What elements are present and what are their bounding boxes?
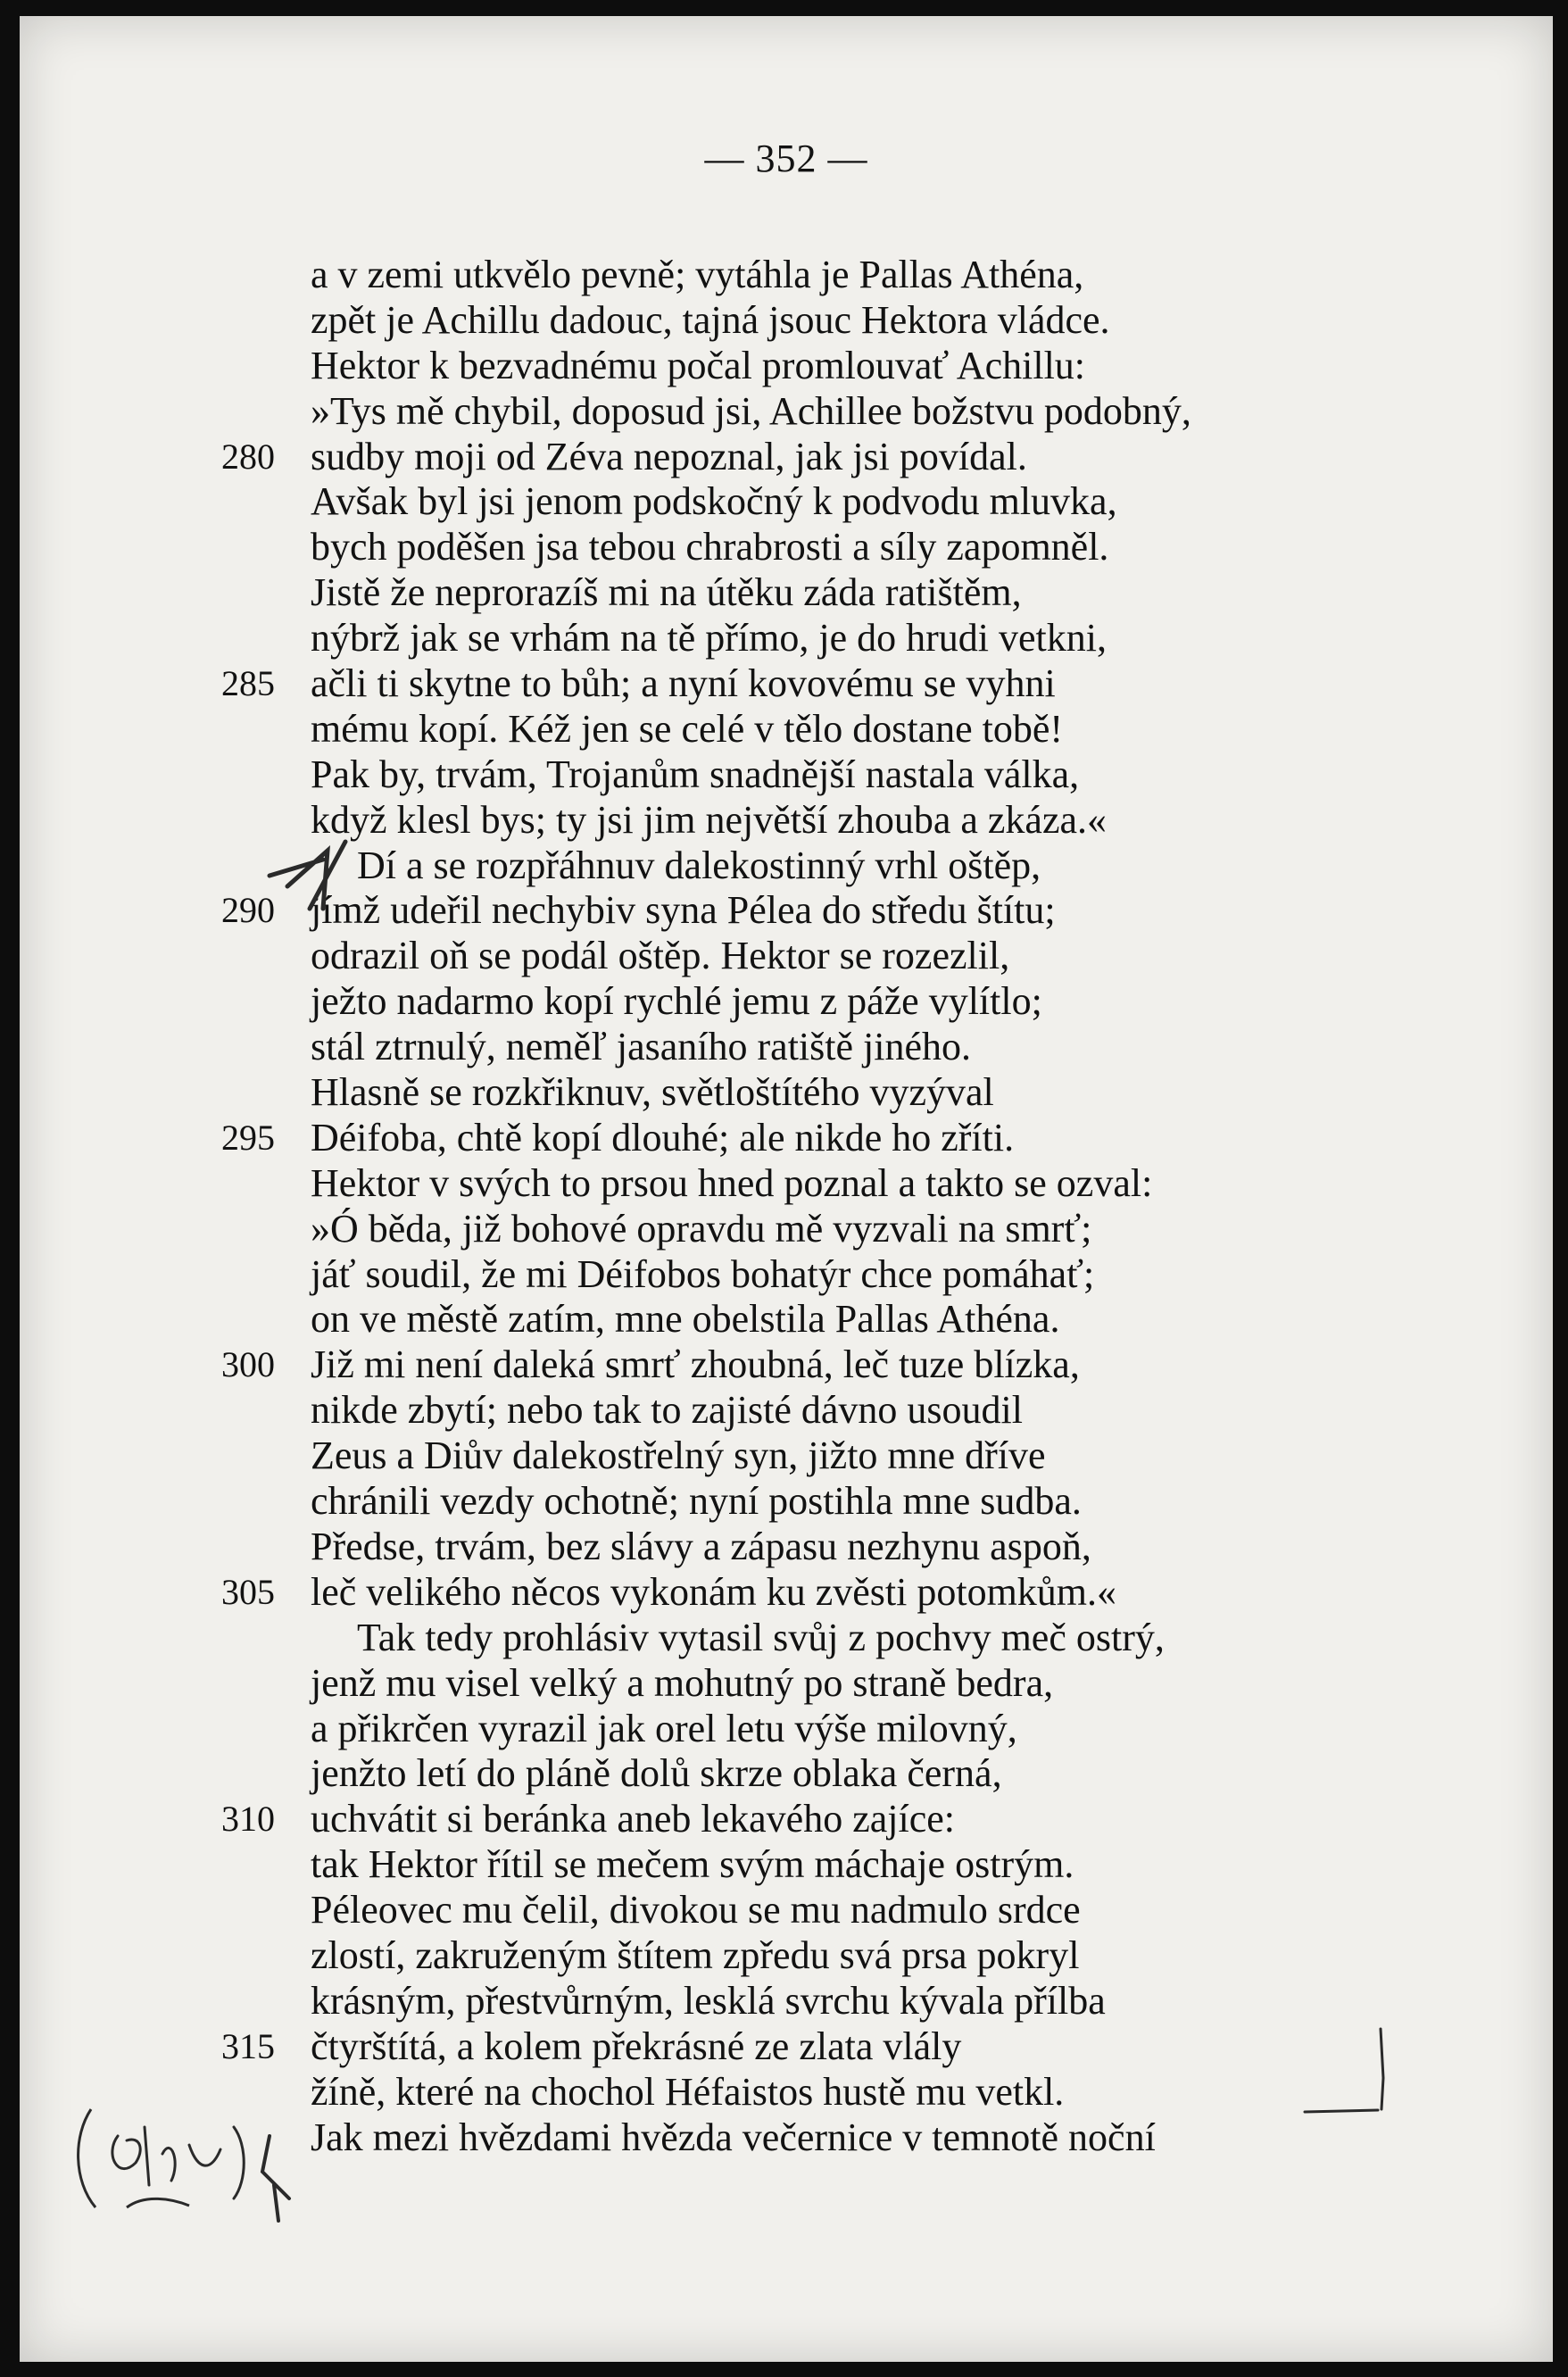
verse-line-text: bych poděšen jsa tebou chrabrosti a síly zapomněl. — [311, 525, 1109, 569]
verse-line — [20, 1342, 1553, 1388]
verse-line — [20, 1751, 1553, 1797]
verse-line-text: jenž mu visel velký a mohutný po straně bedra, — [311, 1660, 1054, 1705]
verse-line-text: Déifoba, chtě kopí dlouhé; ale nikde ho zříti. — [311, 1115, 1015, 1159]
verse-line — [20, 1434, 1553, 1479]
verse-line — [20, 1070, 1553, 1116]
verse-line — [20, 707, 1553, 752]
verse-line — [20, 1797, 1553, 1842]
verse-line-text: Hektor k bezvadnému počal promlouvať Achillu: — [311, 343, 1086, 387]
verse-block — [20, 253, 1553, 2160]
verse-line-text: čtyrštítá, a kolem překrásné ze zlata vlály — [311, 2024, 962, 2068]
verse-line-number: 285 — [221, 663, 275, 704]
verse-line-number: 300 — [221, 1344, 275, 1385]
verse-line — [20, 661, 1553, 707]
verse-line-text: Pak by, trvám, Trojanům snadnější nastala válka, — [311, 752, 1080, 796]
verse-line — [20, 1479, 1553, 1525]
verse-line — [20, 1933, 1553, 1979]
verse-line-text: Avšak byl jsi jenom podskočný k podvodu mluvka, — [311, 479, 1117, 524]
verse-line — [20, 298, 1553, 344]
page-number: — 352 — — [704, 137, 868, 180]
verse-line — [20, 1661, 1553, 1707]
verse-line-number: 310 — [221, 1799, 275, 1840]
verse-line — [20, 1525, 1553, 1570]
verse-line-text: uchvátit si beránka aneb lekavého zajíce: — [311, 1797, 955, 1841]
verse-line-text: jímž udeřil nechybiv syna Pélea do středu štítu; — [311, 888, 1056, 933]
verse-line-text: Péleovec mu čelil, divokou se mu nadmulo srdce — [311, 1888, 1081, 1932]
verse-line-text: Dí a se rozpřáhnuv dalekostinný vrhl oštěp, — [357, 843, 1041, 887]
verse-line — [20, 525, 1553, 570]
verse-line-text: on ve městě zatím, mne obelstila Pallas Athéna. — [311, 1297, 1060, 1342]
verse-line-text: zlostí, zakruženým štítem zpředu svá prsa pokryl — [311, 1932, 1080, 1977]
verse-line — [20, 888, 1553, 934]
verse-line — [20, 752, 1553, 798]
verse-line-text: když klesl bys; ty jsi jim největší zhouba a zkáza.« — [311, 797, 1108, 842]
verse-line-text: jáť soudil, že mi Déifobos bohatýr chce pomáhať; — [311, 1251, 1095, 1296]
verse-line-text: ježto nadarmo kopí rychlé jemu z páže vylítlo; — [311, 979, 1042, 1024]
verse-line — [20, 1570, 1553, 1616]
verse-line-text: sudby moji od Zéva nepoznal, jak jsi povídal. — [311, 434, 1027, 478]
verse-line — [20, 1116, 1553, 1161]
verse-line-text: chránili vezdy ochotně; nyní postihla mne sudba. — [311, 1479, 1082, 1524]
verse-line — [20, 253, 1553, 298]
verse-line — [20, 798, 1553, 844]
verse-line-text: nikde zbytí; nebo tak to zajisté dávno usoudil — [311, 1388, 1023, 1433]
verse-line-text: »Ó běda, již bohové opravdu mě vyzvali na smrť; — [311, 1206, 1092, 1251]
verse-line-text: žíně, které na chochol Héfaistos hustě mu vetkl. — [311, 2069, 1065, 2114]
verse-line — [20, 616, 1553, 661]
verse-line — [20, 479, 1553, 525]
verse-line — [20, 1842, 1553, 1888]
verse-line-number: 315 — [221, 2025, 275, 2066]
verse-line-text: Zeus a Diův dalekostřelný syn, jižto mne dříve — [311, 1434, 1046, 1478]
verse-line-text: a přikrčen vyrazil jak orel letu výše milovný, — [311, 1706, 1017, 1750]
verse-line — [20, 1888, 1553, 1933]
verse-line-text: krásným, přestvůrným, lesklá svrchu kývala přílba — [311, 1978, 1106, 2023]
verse-line — [20, 344, 1553, 389]
verse-line — [20, 570, 1553, 616]
verse-line-text: Tak tedy prohlásiv vytasil svůj z pochvy meč ostrý, — [357, 1615, 1165, 1659]
verse-line — [20, 389, 1553, 435]
verse-line-text: Hektor v svých to prsou hned poznal a takto se ozval: — [311, 1160, 1153, 1205]
verse-line-text: tak Hektor řítil se mečem svým máchaje ostrým. — [311, 1842, 1074, 1887]
verse-line-text: »Tys mě chybil, doposud jsi, Achillee božstvu podobný, — [311, 388, 1191, 433]
verse-line-text: zpět je Achillu dadouc, tajná jsouc Hektora vládce. — [311, 297, 1110, 342]
verse-line-text: leč velikého něcos vykonám ku zvěsti potomkům.« — [311, 1569, 1117, 1614]
verse-line-text: odrazil oň se podál oštěp. Hektor se rozezlil, — [311, 934, 1010, 978]
verse-line — [20, 934, 1553, 979]
verse-line-text: nýbrž jak se vrhám na tě přímo, je do hrudi vetkni, — [311, 616, 1107, 661]
verse-line — [20, 2024, 1553, 2070]
verse-line — [20, 435, 1553, 480]
verse-line-text: mému kopí. Kéž jen se celé v tělo dostane tobě! — [311, 706, 1064, 751]
verse-line — [20, 1707, 1553, 1752]
verse-line-text: Hlasně se rozkřiknuv, světloštítého vyzýval — [311, 1070, 994, 1115]
verse-line — [20, 1388, 1553, 1434]
verse-line-number: 280 — [221, 436, 275, 477]
verse-line-text: a v zemi utkvělo pevně; vytáhla je Pallas Athéna, — [311, 253, 1084, 296]
verse-line — [20, 1025, 1553, 1070]
verse-line — [20, 1252, 1553, 1298]
verse-line — [20, 1979, 1553, 2024]
verse-line-text: Již mi není daleká smrť zhoubná, leč tuze blízka, — [311, 1342, 1080, 1387]
verse-line — [20, 979, 1553, 1025]
verse-line-number: 305 — [221, 1571, 275, 1612]
verse-line — [20, 1616, 1553, 1661]
verse-line-number: 295 — [221, 1117, 275, 1158]
verse-line — [20, 1161, 1553, 1207]
verse-line-number: 290 — [221, 890, 275, 931]
book-page — [20, 16, 1553, 2362]
verse-line — [20, 1297, 1553, 1342]
verse-line — [20, 844, 1553, 889]
verse-line-text: ačli ti skytne to bůh; a nyní kovovému se vyhni — [311, 661, 1056, 706]
verse-line-text: Jak mezi hvězdami hvězda večernice v temnotě noční — [311, 2115, 1156, 2159]
verse-line-text: Jistě že neprorazíš mi na útěku záda ratištěm, — [311, 570, 1022, 615]
handwritten-margin-note-icon — [55, 2100, 296, 2234]
verse-line-text: stál ztrnulý, neměľ jasaního ratiště jiného. — [311, 1025, 972, 1069]
verse-line-text: Předse, trvám, bez slávy a zápasu nezhynu aspoň, — [311, 1524, 1091, 1568]
verse-line — [20, 1207, 1553, 1252]
verse-line-text: jenžto letí do pláně dolů skrze oblaka černá, — [311, 1751, 1002, 1796]
